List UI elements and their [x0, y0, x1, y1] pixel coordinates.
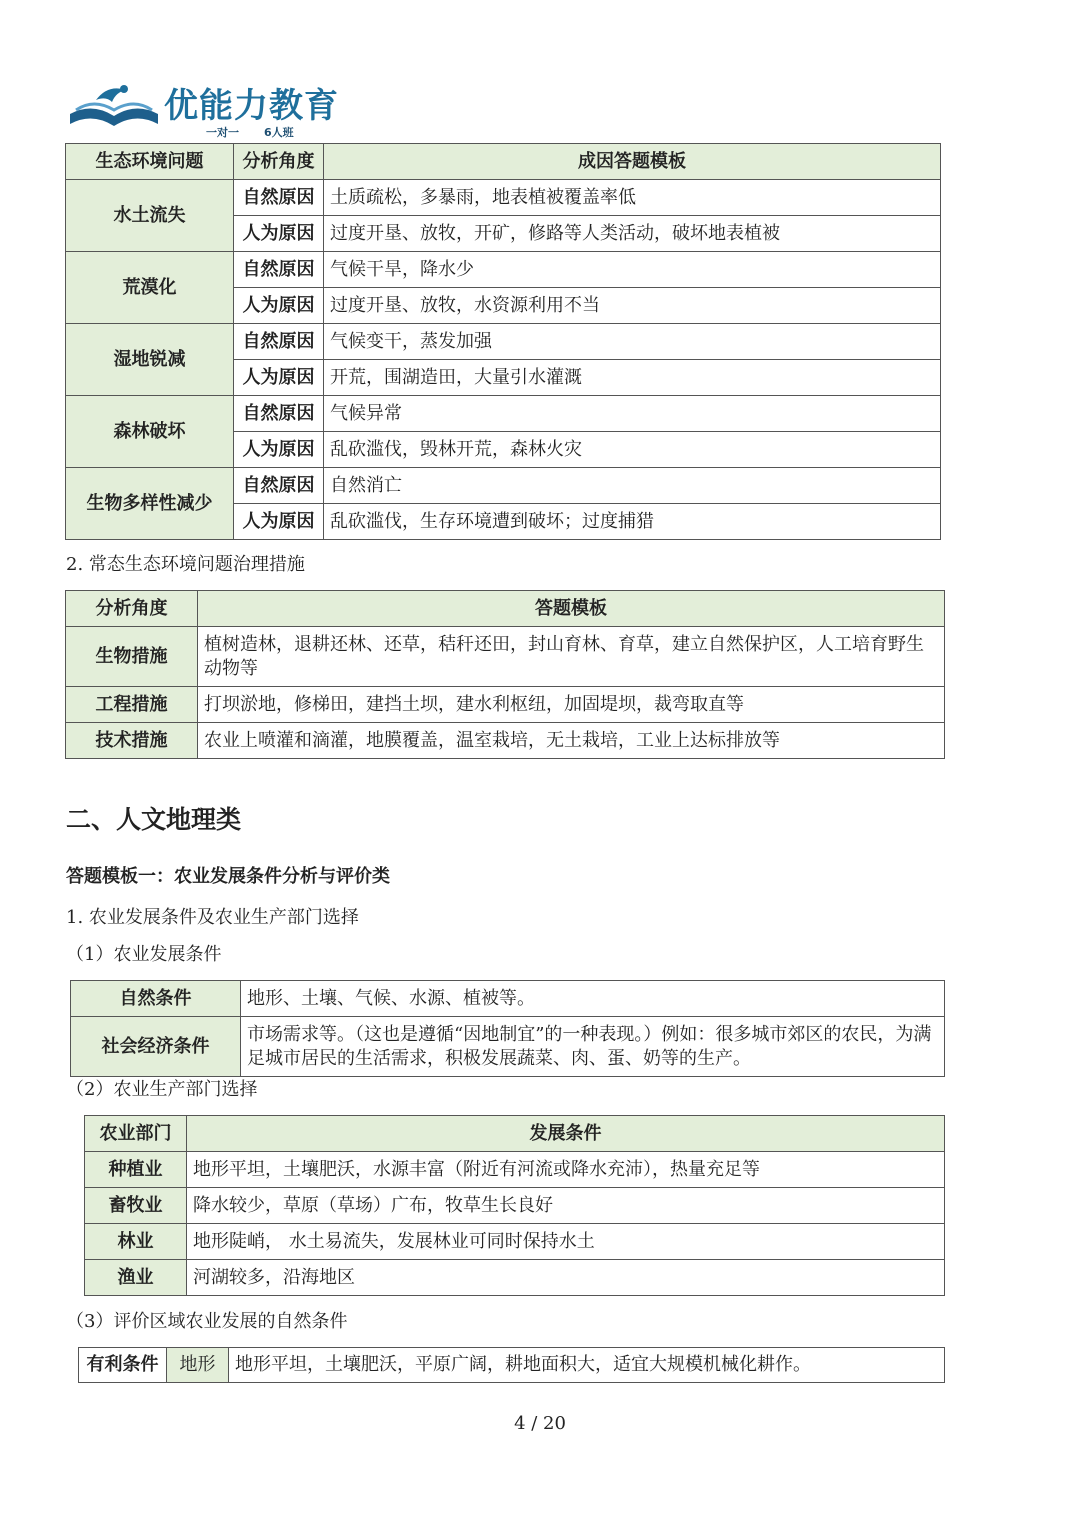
angle-cell: 人为原因 — [234, 432, 324, 468]
condition-text: 地形、土壤、气候、水源、植被等。 — [241, 981, 945, 1017]
header-template: 答题模板 — [198, 591, 945, 627]
subsection-title: 答题模板一：农业发展条件分析与评价类 — [66, 866, 390, 887]
problem-cell: 湿地锐减 — [66, 324, 234, 396]
sector-label: 林业 — [85, 1224, 187, 1260]
angle-cell: 自然原因 — [234, 180, 324, 216]
sector-label: 渔业 — [85, 1260, 187, 1296]
angle-cell: 人为原因 — [234, 216, 324, 252]
conditions-table — [70, 980, 945, 1077]
brand-name: 优能力教育 — [164, 86, 339, 126]
cause-cell: 气候变干，蒸发加强 — [324, 324, 941, 360]
measures-table — [65, 590, 945, 759]
cause-cell: 开荒，围湖造田，大量引水灌溉 — [324, 360, 941, 396]
evaluation-table — [78, 1347, 945, 1383]
angle-cell: 人为原因 — [234, 360, 324, 396]
list-item-2: 2. 常态生态环境问题治理措施 — [66, 554, 305, 575]
measure-label: 生物措施 — [66, 627, 198, 687]
condition-text: 市场需求等。（这也是遵循“因地制宜”的一种表现。）例如：很多城市郊区的农民，为满足城市居民的生活需求，积极发展蔬菜、肉、蛋、奶等的生产。 — [241, 1017, 945, 1077]
sub-item-2: （2）农业生产部门选择 — [66, 1079, 258, 1100]
cause-cell: 乱砍滥伐，毁林开荒，森林火灾 — [324, 432, 941, 468]
header-angle: 分析角度 — [66, 591, 198, 627]
cause-cell: 气候异常 — [324, 396, 941, 432]
angle-cell: 自然原因 — [234, 468, 324, 504]
book-logo-icon — [66, 80, 162, 136]
cause-cell: 过度开垦、放牧，水资源利用不当 — [324, 288, 941, 324]
sector-text: 降水较少，草原（草场）广布，牧草生长良好 — [187, 1188, 945, 1224]
measure-label: 技术措施 — [66, 723, 198, 759]
header-angle: 分析角度 — [234, 144, 324, 180]
sector-text: 地形陡峭， 水土易流失，发展林业可同时保持水土 — [187, 1224, 945, 1260]
sector-text: 地形平坦，土壤肥沃，水源丰富（附近有河流或降水充沛），热量充足等 — [187, 1152, 945, 1188]
terrain-text: 地形平坦，土壤肥沃，平原广阔，耕地面积大，适宜大规模机械化耕作。 — [229, 1348, 945, 1383]
logo — [66, 78, 356, 140]
header-conditions: 发展条件 — [187, 1116, 945, 1152]
cause-cell: 过度开垦、放牧，开矿，修路等人类活动，破坏地表植被 — [324, 216, 941, 252]
cause-cell: 气候干旱，降水少 — [324, 252, 941, 288]
problem-cell: 水土流失 — [66, 180, 234, 252]
terrain-label: 地形 — [167, 1348, 229, 1383]
list-item-1: 1. 农业发展条件及农业生产部门选择 — [66, 907, 359, 928]
sector-label: 畜牧业 — [85, 1188, 187, 1224]
section-title: 二、人文地理类 — [66, 805, 242, 834]
condition-label: 社会经济条件 — [71, 1017, 241, 1077]
tagline-right: 6人班 — [264, 126, 294, 139]
angle-cell: 自然原因 — [234, 252, 324, 288]
problem-cell: 生物多样性减少 — [66, 468, 234, 540]
angle-cell: 人为原因 — [234, 288, 324, 324]
measure-text: 农业上喷灌和滴灌，地膜覆盖，温室栽培，无土栽培，工业上达标排放等 — [198, 723, 945, 759]
condition-label: 自然条件 — [71, 981, 241, 1017]
measure-label: 工程措施 — [66, 687, 198, 723]
sub-item-1: （1）农业发展条件 — [66, 944, 222, 965]
sector-text: 河湖较多，沿海地区 — [187, 1260, 945, 1296]
page-number: 4 / 20 — [514, 1413, 566, 1434]
causes-table — [65, 143, 941, 540]
header-sector: 农业部门 — [85, 1116, 187, 1152]
angle-cell: 自然原因 — [234, 396, 324, 432]
favorable-label: 有利条件 — [79, 1348, 167, 1383]
header-problem: 生态环境问题 — [66, 144, 234, 180]
measure-text: 植树造林，退耕还林、还草，秸秆还田，封山育林、育草，建立自然保护区，人工培育野生动物等 — [198, 627, 945, 687]
angle-cell: 自然原因 — [234, 324, 324, 360]
problem-cell: 荒漠化 — [66, 252, 234, 324]
tagline-left: 一对一 — [206, 126, 239, 139]
angle-cell: 人为原因 — [234, 504, 324, 540]
sector-label: 种植业 — [85, 1152, 187, 1188]
cause-cell: 乱砍滥伐，生存环境遭到破坏；过度捕猎 — [324, 504, 941, 540]
problem-cell: 森林破坏 — [66, 396, 234, 468]
sectors-table — [84, 1115, 945, 1296]
sub-item-3: （3）评价区域农业发展的自然条件 — [66, 1311, 348, 1332]
header-template: 成因答题模板 — [324, 144, 941, 180]
cause-cell: 土质疏松，多暴雨，地表植被覆盖率低 — [324, 180, 941, 216]
measure-text: 打坝淤地，修梯田，建挡土坝，建水利枢纽，加固堤坝，裁弯取直等 — [198, 687, 945, 723]
cause-cell: 自然消亡 — [324, 468, 941, 504]
